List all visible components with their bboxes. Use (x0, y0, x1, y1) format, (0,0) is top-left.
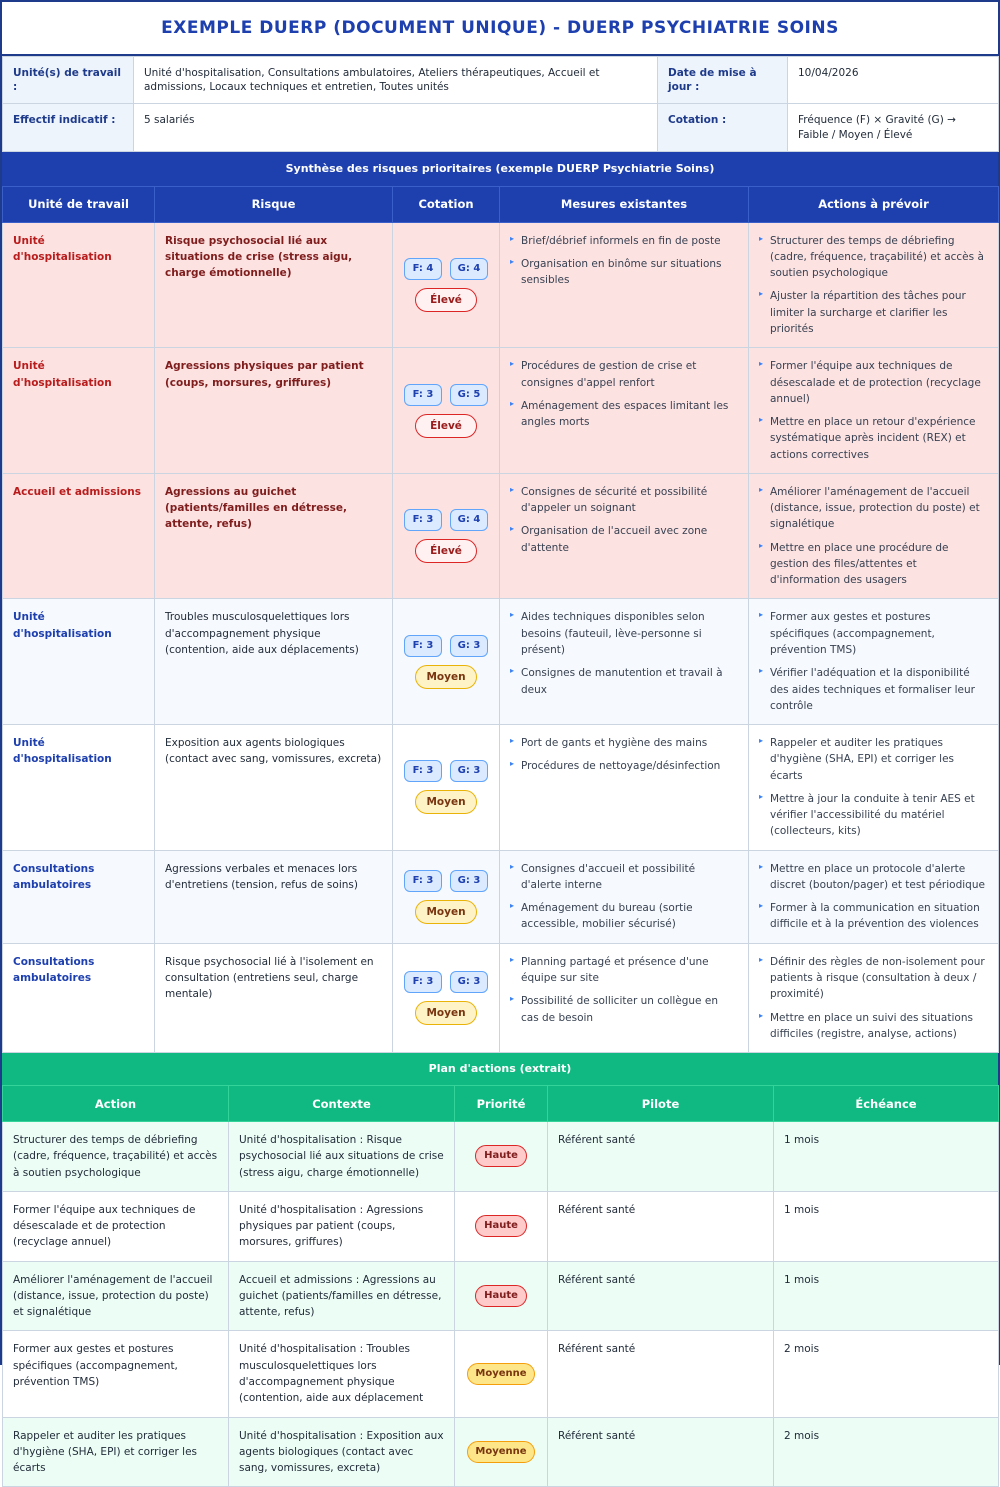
plan-pilote: Référent santé (548, 1261, 774, 1331)
plan-echeance: 1 mois (774, 1191, 999, 1261)
risk-cotation (393, 850, 500, 943)
page-title: EXEMPLE DUERP (DOCUMENT UNIQUE) - DUERP PSYCHIATRIE SOINS (2, 2, 998, 56)
risk-table (2, 186, 999, 1053)
risk-unite: Unité d'hospitalisation (3, 725, 155, 851)
niveau-badge: Moyen (415, 790, 477, 814)
risk-header-unite: Unité de travail (3, 186, 155, 222)
frequence-chip: F: 3 (404, 870, 442, 892)
plan-action: Structurer des temps de débriefing (cadre, fréquence, traçabilité) et accès à soutien psychologique (3, 1122, 229, 1192)
risk-actions (749, 850, 999, 943)
cotation-value: Fréquence (F) × Gravité (G) → Faible / Moyen / Élevé (788, 104, 999, 151)
plan-row (3, 1417, 999, 1487)
mesure-item: ▸ Possibilité de solliciter un collègue en cas de besoin (510, 993, 738, 1026)
mesure-item: ▸ Consignes de sécurité et possibilité d'appeler un soignant (510, 484, 738, 517)
plan-echeance: 2 mois (774, 1417, 999, 1487)
action-item: ▸ Mettre en place une procédure de gestion des files/attentes et d'information des usagers (759, 540, 988, 589)
gravite-chip: G: 3 (450, 971, 488, 993)
risk-description: Agressions physiques par patient (coups, morsures, griffures) (155, 348, 393, 474)
niveau-badge: Moyen (415, 900, 477, 924)
plan-action: Rappeler et auditer les pratiques d'hygiène (SHA, EPI) et corriger les écarts (3, 1417, 229, 1487)
risk-cotation (393, 348, 500, 474)
risk-actions (749, 599, 999, 725)
risk-description: Risque psychosocial lié aux situations de crise (stress aigu, charge émotionnelle) (155, 222, 393, 348)
priorite-badge: Moyenne (467, 1363, 535, 1385)
priorite-badge: Haute (475, 1285, 527, 1307)
plan-priorite (455, 1331, 548, 1417)
synthese-title: Synthèse des risques prioritaires (exemple DUERP Psychiatrie Soins) (2, 152, 998, 186)
info-table (2, 56, 999, 152)
gravite-chip: G: 5 (450, 384, 488, 406)
gravite-chip: G: 3 (450, 760, 488, 782)
risk-row (3, 599, 999, 725)
plan-pilote: Référent santé (548, 1191, 774, 1261)
frequence-chip: F: 3 (404, 509, 442, 531)
plan-contexte: Unité d'hospitalisation : Troubles musculosquelettiques lors d'accompagnement physique (contention, aide aux déplacement (229, 1331, 455, 1417)
niveau-badge: Élevé (415, 414, 477, 438)
risk-row (3, 222, 999, 348)
unites-label: Unité(s) de travail : (3, 57, 134, 104)
plan-row (3, 1122, 999, 1192)
risk-cotation (393, 599, 500, 725)
action-item: ▸ Structurer des temps de débriefing (cadre, fréquence, traçabilité) et accès à soutien psychologique (759, 233, 988, 282)
risk-unite: Accueil et admissions (3, 473, 155, 599)
action-item: ▸ Former l'équipe aux techniques de désescalade et de protection (recyclage annuel) (759, 358, 988, 407)
action-item: ▸ Définir des règles de non-isolement pour patients à risque (consultation à deux / proximité) (759, 954, 988, 1003)
plan-contexte: Unité d'hospitalisation : Agressions physiques par patient (coups, morsures, griffures) (229, 1191, 455, 1261)
plan-priorite (455, 1261, 548, 1331)
risk-description: Agressions verbales et menaces lors d'entretiens (tension, refus de soins) (155, 850, 393, 943)
plan-echeance: 1 mois (774, 1261, 999, 1331)
plan-header-action: Action (3, 1086, 229, 1122)
plan-row (3, 1261, 999, 1331)
risk-row (3, 943, 999, 1052)
plan-header-contexte: Contexte (229, 1086, 455, 1122)
plan-priorite (455, 1122, 548, 1192)
frequence-chip: F: 3 (404, 760, 442, 782)
gravite-chip: G: 4 (450, 258, 488, 280)
plan-row (3, 1191, 999, 1261)
gravite-chip: G: 4 (450, 509, 488, 531)
date-label: Date de mise à jour : (658, 57, 788, 104)
risk-mesures (500, 725, 749, 851)
plan-contexte: Accueil et admissions : Agressions au guichet (patients/familles en détresse, attente, refus) (229, 1261, 455, 1331)
risk-cotation (393, 473, 500, 599)
plan-title: Plan d'actions (extrait) (2, 1053, 998, 1085)
priorite-badge: Haute (475, 1145, 527, 1167)
plan-pilote: Référent santé (548, 1417, 774, 1487)
plan-header-priorite: Priorité (455, 1086, 548, 1122)
plan-header-pilote: Pilote (548, 1086, 774, 1122)
mesure-item: ▸ Brief/débrief informels en fin de poste (510, 233, 738, 249)
plan-header-echeance: Échéance (774, 1086, 999, 1122)
plan-priorite (455, 1417, 548, 1487)
risk-header-cotation: Cotation (393, 186, 500, 222)
risk-actions (749, 473, 999, 599)
risk-unite: Unité d'hospitalisation (3, 222, 155, 348)
action-item: ▸ Mettre en place un protocole d'alerte discret (bouton/pager) et test périodique (759, 861, 988, 894)
effectif-label: Effectif indicatif : (3, 104, 134, 151)
risk-description: Risque psychosocial lié à l'isolement en consultation (entretiens seul, charge mentale) (155, 943, 393, 1052)
niveau-badge: Moyen (415, 665, 477, 689)
plan-echeance: 1 mois (774, 1122, 999, 1192)
mesure-item: ▸ Procédures de nettoyage/désinfection (510, 758, 738, 774)
action-item: ▸ Former à la communication en situation difficile et à la prévention des violences (759, 900, 988, 933)
plan-pilote: Référent santé (548, 1331, 774, 1417)
risk-mesures (500, 599, 749, 725)
plan-table (2, 1085, 999, 1487)
mesure-item: ▸ Organisation de l'accueil avec zone d'attente (510, 523, 738, 556)
risk-description: Agressions au guichet (patients/familles en détresse, attente, refus) (155, 473, 393, 599)
risk-mesures (500, 222, 749, 348)
risk-row (3, 725, 999, 851)
gravite-chip: G: 3 (450, 870, 488, 892)
risk-actions (749, 943, 999, 1052)
risk-header-mesures: Mesures existantes (500, 186, 749, 222)
risk-description: Exposition aux agents biologiques (contact avec sang, vomissures, excreta) (155, 725, 393, 851)
risk-cotation (393, 943, 500, 1052)
action-item: ▸ Vérifier l'adéquation et la disponibilité des aides techniques et formaliser leur contrôle (759, 665, 988, 714)
gravite-chip: G: 3 (450, 635, 488, 657)
risk-row (3, 850, 999, 943)
unites-value: Unité d'hospitalisation, Consultations ambulatoires, Ateliers thérapeutiques, Accueil et admissions, Locaux techniques et entretien, Toutes unités (134, 57, 658, 104)
mesure-item: ▸ Procédures de gestion de crise et consignes d'appel renfort (510, 358, 738, 391)
mesure-item: ▸ Consignes de manutention et travail à deux (510, 665, 738, 698)
plan-pilote: Référent santé (548, 1122, 774, 1192)
risk-mesures (500, 348, 749, 474)
plan-action: Former aux gestes et postures spécifiques (accompagnement, prévention TMS) (3, 1331, 229, 1417)
risk-row (3, 348, 999, 474)
mesure-item: ▸ Aménagement des espaces limitant les angles morts (510, 398, 738, 431)
mesure-item: ▸ Planning partagé et présence d'une équipe sur site (510, 954, 738, 987)
risk-row (3, 473, 999, 599)
risk-actions (749, 348, 999, 474)
frequence-chip: F: 3 (404, 635, 442, 657)
mesure-item: ▸ Aménagement du bureau (sortie accessible, mobilier sécurisé) (510, 900, 738, 933)
priorite-badge: Moyenne (467, 1441, 535, 1463)
risk-description: Troubles musculosquelettiques lors d'accompagnement physique (contention, aide aux déplacements) (155, 599, 393, 725)
mesure-item: ▸ Port de gants et hygiène des mains (510, 735, 738, 751)
risk-mesures (500, 850, 749, 943)
frequence-chip: F: 4 (404, 258, 442, 280)
effectif-value: 5 salariés (134, 104, 658, 151)
action-item: ▸ Former aux gestes et postures spécifiques (accompagnement, prévention TMS) (759, 609, 988, 658)
plan-contexte: Unité d'hospitalisation : Exposition aux agents biologiques (contact avec sang, vomissures, excreta) (229, 1417, 455, 1487)
plan-priorite (455, 1191, 548, 1261)
cotation-label: Cotation : (658, 104, 788, 151)
niveau-badge: Moyen (415, 1001, 477, 1025)
plan-action: Améliorer l'aménagement de l'accueil (distance, issue, protection du poste) et signalétique (3, 1261, 229, 1331)
frequence-chip: F: 3 (404, 384, 442, 406)
plan-action: Former l'équipe aux techniques de désescalade et de protection (recyclage annuel) (3, 1191, 229, 1261)
risk-actions (749, 725, 999, 851)
frequence-chip: F: 3 (404, 971, 442, 993)
action-item: ▸ Mettre en place un suivi des situations difficiles (registre, analyse, actions) (759, 1010, 988, 1043)
mesure-item: ▸ Consignes d'accueil et possibilité d'alerte interne (510, 861, 738, 894)
action-item: ▸ Améliorer l'aménagement de l'accueil (distance, issue, protection du poste) et signalétique (759, 484, 988, 533)
action-item: ▸ Mettre à jour la conduite à tenir AES et vérifier l'accessibilité du matériel (collecteurs, kits) (759, 791, 988, 840)
risk-unite: Unité d'hospitalisation (3, 348, 155, 474)
risk-unite: Consultations ambulatoires (3, 943, 155, 1052)
plan-contexte: Unité d'hospitalisation : Risque psychosocial lié aux situations de crise (stress aigu, charge émotionnelle) (229, 1122, 455, 1192)
risk-header-actions: Actions à prévoir (749, 186, 999, 222)
risk-header-risque: Risque (155, 186, 393, 222)
mesure-item: ▸ Organisation en binôme sur situations sensibles (510, 256, 738, 289)
risk-mesures (500, 943, 749, 1052)
action-item: ▸ Rappeler et auditer les pratiques d'hygiène (SHA, EPI) et corriger les écarts (759, 735, 988, 784)
niveau-badge: Élevé (415, 539, 477, 563)
action-item: ▸ Mettre en place un retour d'expérience systématique après incident (REX) et actions correctives (759, 414, 988, 463)
risk-mesures (500, 473, 749, 599)
plan-row (3, 1331, 999, 1417)
risk-unite: Unité d'hospitalisation (3, 599, 155, 725)
date-value: 10/04/2026 (788, 57, 999, 104)
risk-cotation (393, 725, 500, 851)
risk-unite: Consultations ambulatoires (3, 850, 155, 943)
niveau-badge: Élevé (415, 288, 477, 312)
mesure-item: ▸ Aides techniques disponibles selon besoins (fauteuil, lève-personne si présent) (510, 609, 738, 658)
action-item: ▸ Ajuster la répartition des tâches pour limiter la surcharge et clarifier les priorités (759, 288, 988, 337)
plan-echeance: 2 mois (774, 1331, 999, 1417)
priorite-badge: Haute (475, 1215, 527, 1237)
risk-actions (749, 222, 999, 348)
risk-cotation (393, 222, 500, 348)
